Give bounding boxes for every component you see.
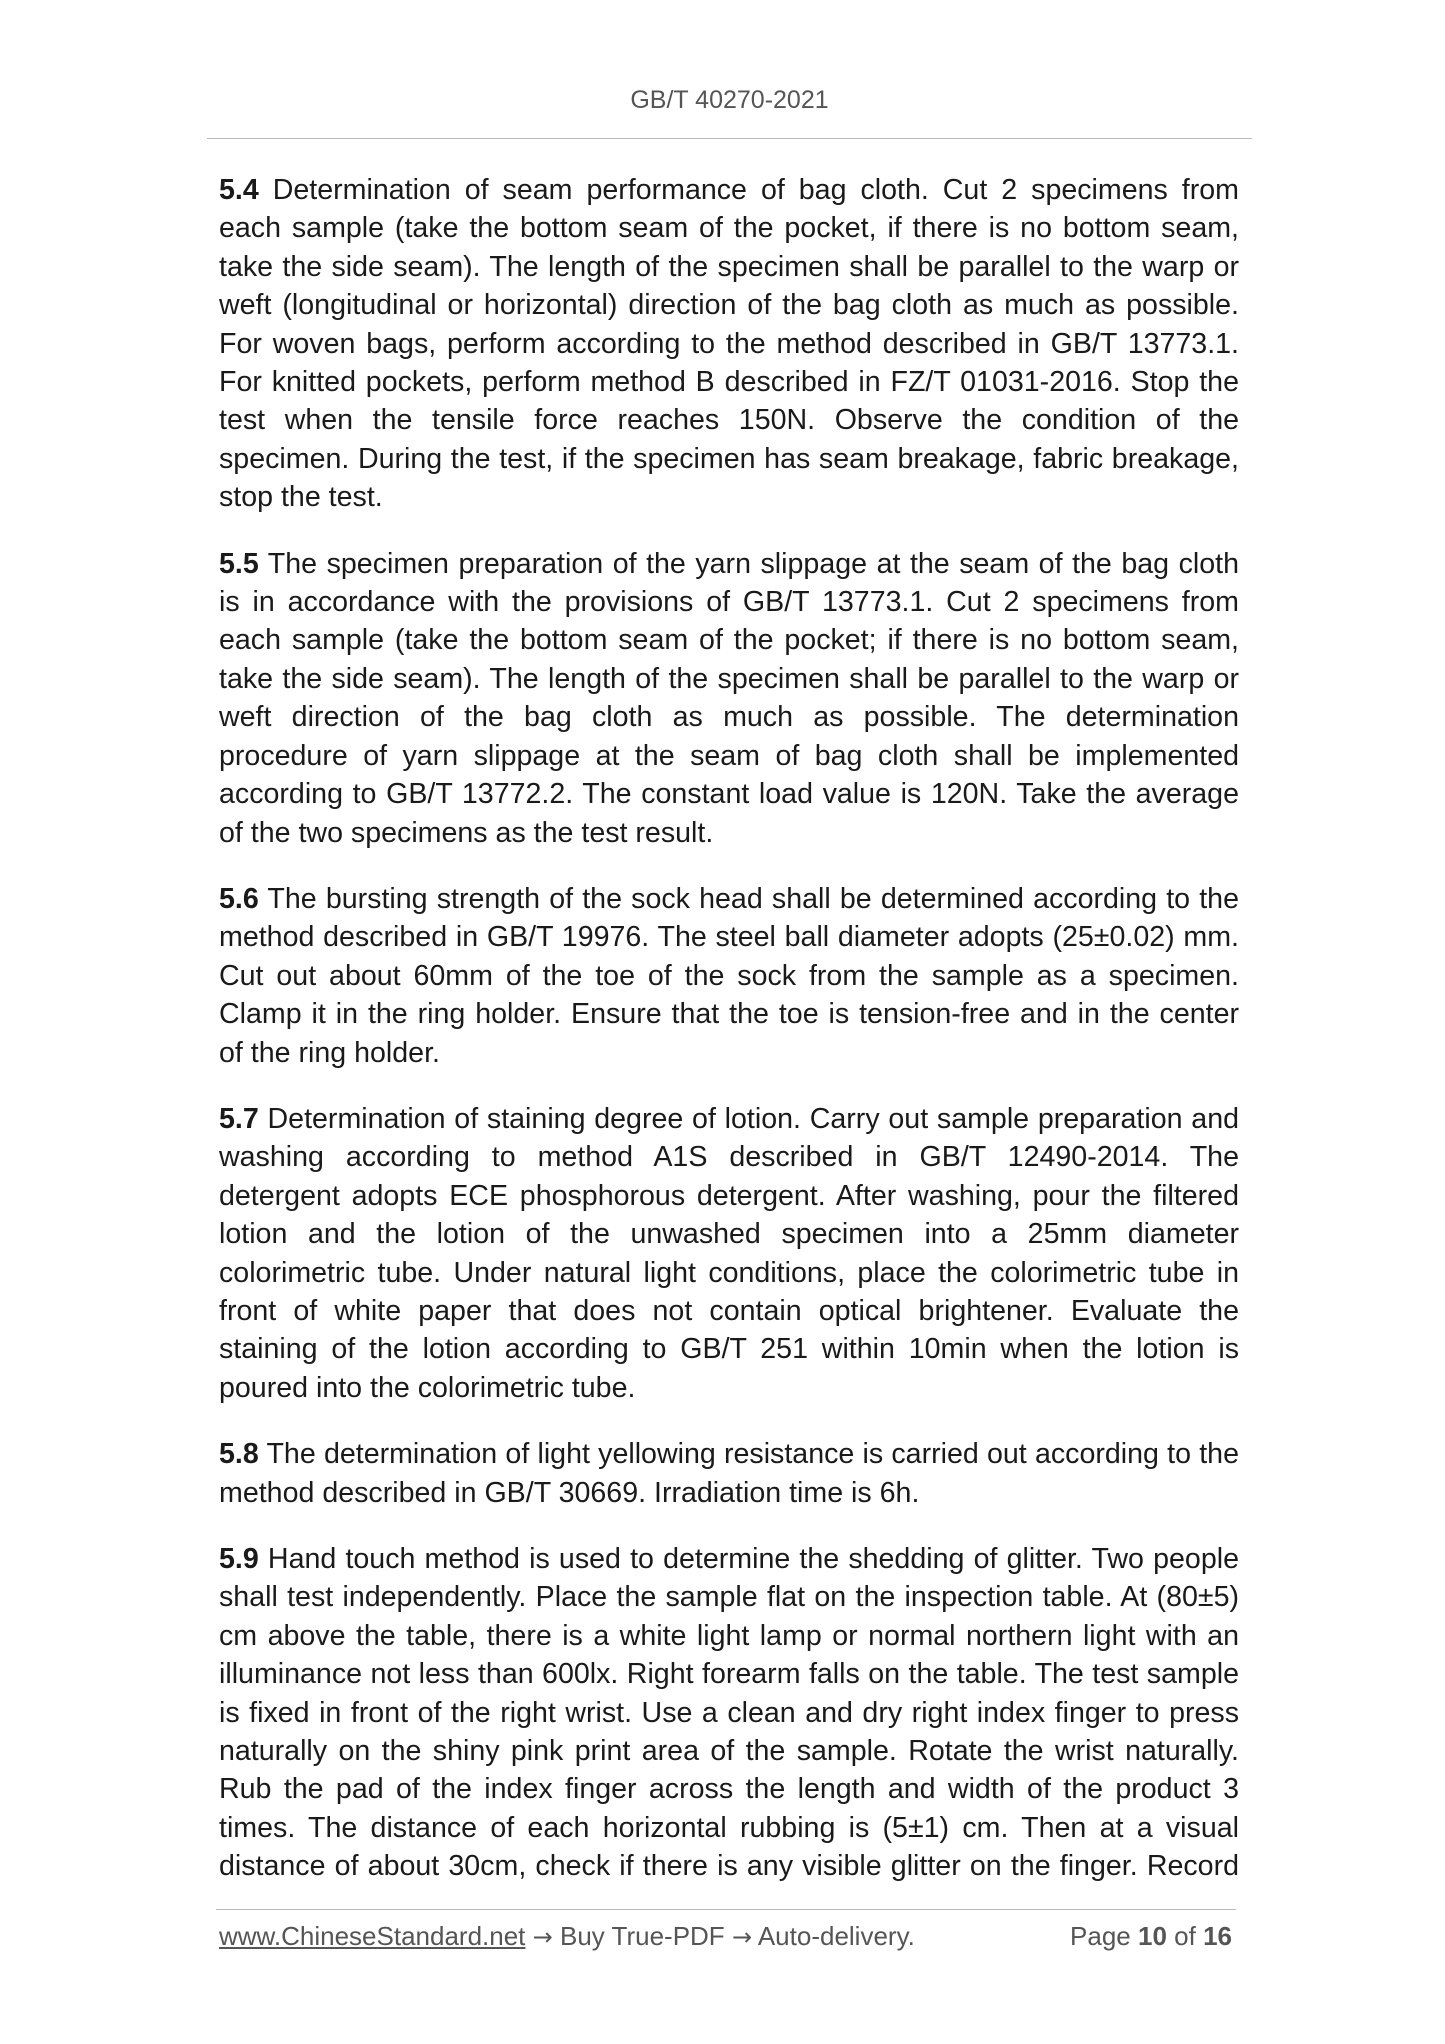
footer-divider bbox=[216, 1909, 1236, 1910]
page-indicator bbox=[1070, 1921, 1232, 1952]
footer-promo bbox=[219, 1921, 915, 1952]
section-number: 5.9 bbox=[219, 1543, 259, 1575]
section-5-6 bbox=[219, 880, 1239, 1072]
buy-text: Buy True-PDF bbox=[559, 1921, 725, 1951]
page-current: 10 bbox=[1138, 1921, 1167, 1951]
document-code-header: GB/T 40270-2021 bbox=[630, 86, 829, 114]
page-footer bbox=[219, 1921, 1232, 1952]
page-word: Page bbox=[1070, 1921, 1131, 1951]
section-text: The determination of light yellowing resistance is carried out according to the method described in GB/T 30669. Irradiation time is 6h. bbox=[219, 1438, 1239, 1509]
of-word: of bbox=[1174, 1921, 1196, 1951]
document-body bbox=[219, 171, 1239, 1886]
section-number: 5.6 bbox=[219, 882, 259, 915]
section-number: 5.4 bbox=[219, 174, 259, 206]
section-number: 5.5 bbox=[219, 547, 259, 580]
section-number: 5.8 bbox=[219, 1438, 259, 1471]
website-link[interactable]: www.ChineseStandard.net bbox=[219, 1921, 526, 1951]
section-number: 5.7 bbox=[219, 1102, 259, 1135]
section-text: The specimen preparation of the yarn slippage at the seam of the bag cloth is in accordance with the provisions of GB/T 13773.1. Cut 2 specimens from each sample (take the bottom seam of the pocket; if there is no bottom seam, take the side seam). The length of the specimen shall be parallel to the warp or weft direction of the bag cloth as much as possible. The determination procedure of yarn slippage at the seam of bag cloth shall be implemented according to GB/T 13772.2. The constant load value is 120N. Take the average of the two specimens as the test result. bbox=[219, 547, 1239, 849]
page-total: 16 bbox=[1203, 1921, 1232, 1951]
arrow-right-icon: → bbox=[532, 1923, 553, 1951]
section-text: Determination of staining degree of lotion. Carry out sample preparation and washing according to method A1S described in GB/T 12490-2014. The detergent adopts ECE phosphorous detergent. After washing, pour the filtered lotion and the lotion of the unwashed specimen into a 25mm diameter colorimetric tube. Under natural light conditions, place the colorimetric tube in front of white paper that does not contain optical brightener. Evaluate the staining of the lotion according to GB/T 251 within 10min when the lotion is poured into the colorimetric tube. bbox=[219, 1102, 1239, 1404]
section-text: Determination of seam performance of bag cloth. Cut 2 specimens from each sample (take the bottom seam of the pocket, if there is no bottom seam, take the side seam). The length of the specimen shall be parallel to the warp or weft (longitudinal or horizontal) direction of the bag cloth as much as possible. For woven bags, perform according to the method described in GB/T 13773.1. For knitted pockets, perform method B described in FZ/T 01031-2016. Stop the test when the tensile force reaches 150N. Observe the condition of the specimen. During the test, if the specimen has seam breakage, fabric breakage, stop the test. bbox=[219, 174, 1239, 514]
section-5-7 bbox=[219, 1100, 1239, 1407]
section-5-4 bbox=[219, 171, 1239, 517]
section-text: Hand touch method is used to determine the shedding of glitter. Two people shall test independently. Place the sample flat on the inspection table. At (80±5) cm above the table, there is a white light lamp or normal northern light with an illuminance not less than 600lx. Right forearm falls on the table. The test sample is fixed in front of the right wrist. Use a clean and dry right index finger to press naturally on the shiny pink print area of the sample. Rotate the wrist naturally. Rub the pad of the index finger across the length and width of the product 3 times. The distance of each horizontal rubbing is (5±1) cm. Then at a visual distance of about 30cm, check if there is any visible glitter on the finger. Record bbox=[219, 1543, 1239, 1883]
section-5-5 bbox=[219, 545, 1239, 852]
section-5-8 bbox=[219, 1435, 1239, 1512]
delivery-text: Auto-delivery. bbox=[757, 1921, 915, 1951]
section-text: The bursting strength of the sock head shall be determined according to the method described in GB/T 19976. The steel ball diameter adopts (25±0.02) mm. Cut out about 60mm of the toe of the sock from the sample as a specimen. Clamp it in the ring holder. Ensure that the toe is tension-free and in the center of the ring holder. bbox=[219, 882, 1239, 1069]
header-divider bbox=[207, 138, 1252, 139]
arrow-right-icon: → bbox=[731, 1923, 753, 1951]
section-5-9 bbox=[219, 1540, 1239, 1886]
